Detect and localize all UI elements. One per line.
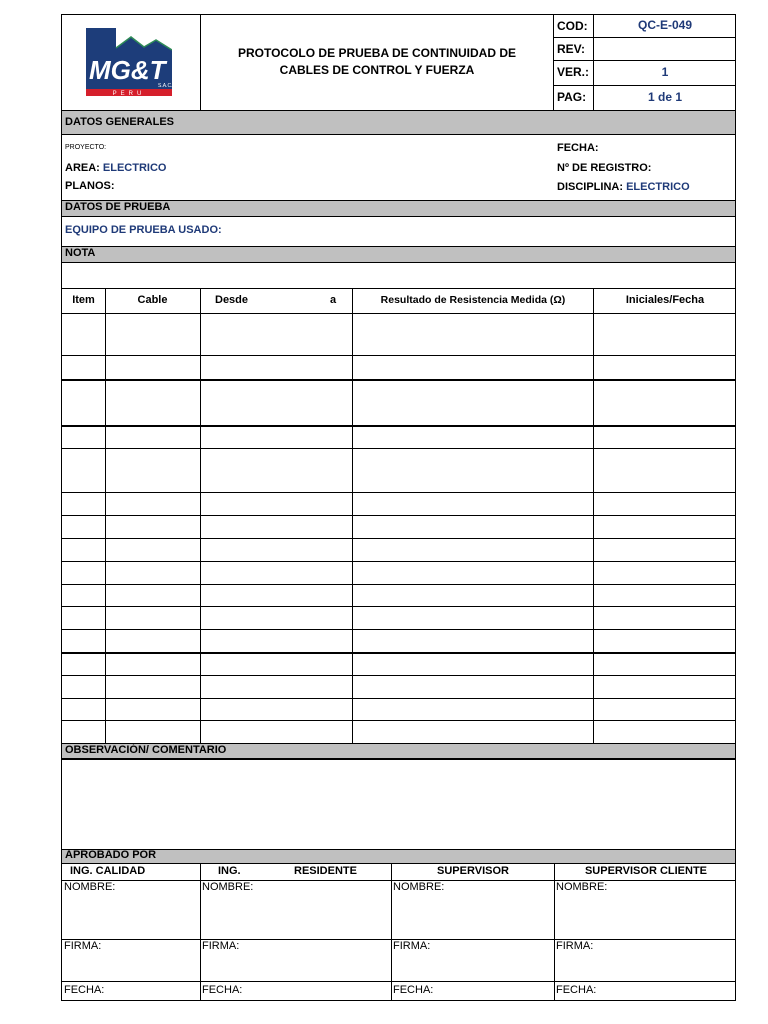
logo-text: MG&T xyxy=(89,55,166,85)
document-title xyxy=(201,45,553,79)
firma-label: FIRMA: xyxy=(393,940,431,952)
fecha-label: FECHA: xyxy=(557,142,599,154)
role-supervisor-cliente: SUPERVISOR CLIENTE xyxy=(584,865,708,877)
area-value: ELECTRICO xyxy=(102,162,167,174)
role-ing: ING. xyxy=(218,865,241,877)
fecha-sign-label: FECHA: xyxy=(556,984,597,996)
title-line-1: PROTOCOLO DE PRUEBA DE CONTINUIDAD DE xyxy=(237,46,516,60)
meta-rev-label: REV: xyxy=(557,42,586,56)
nombre-label: NOMBRE: xyxy=(556,881,608,893)
role-ing-calidad: ING. CALIDAD xyxy=(70,865,146,877)
meta-pag-label: PAG: xyxy=(557,90,587,104)
planos-label: PLANOS: xyxy=(65,180,115,192)
header-divider xyxy=(553,15,554,110)
inspection-form xyxy=(61,14,736,1001)
disciplina-value: ELECTRICO xyxy=(626,181,690,193)
meta-ver-value: 1 xyxy=(661,65,669,79)
meta-ver-label: VER.: xyxy=(557,65,590,79)
section-aprobado: APROBADO POR xyxy=(65,849,157,861)
proyecto-label: PROYECTO: xyxy=(65,144,107,151)
meta-cod-label: COD: xyxy=(557,19,588,33)
equipo-label: EQUIPO DE PRUEBA USADO: xyxy=(65,224,222,236)
col-resultado-header: Resultado de Resistencia Medida (Ω) xyxy=(380,294,566,306)
firma-label: FIRMA: xyxy=(556,940,594,952)
role-residente: RESIDENTE xyxy=(294,865,357,877)
role-supervisor: SUPERVISOR xyxy=(437,865,509,877)
firma-label: FIRMA: xyxy=(202,940,240,952)
section-datos-generales: DATOS GENERALES xyxy=(65,116,174,128)
disciplina-field xyxy=(557,181,690,193)
title-line-2: CABLES DE CONTROL Y FUERZA xyxy=(279,63,475,77)
disciplina-label: DISCIPLINA: xyxy=(557,181,623,193)
section-datos-prueba: DATOS DE PRUEBA xyxy=(65,201,171,213)
col-item-header: Item xyxy=(72,294,95,306)
company-logo xyxy=(86,28,172,100)
fecha-sign-label: FECHA: xyxy=(393,984,434,996)
logo-sub: PERU xyxy=(112,91,146,97)
section-nota: NOTA xyxy=(65,247,96,259)
col-desde-header: Desde xyxy=(215,294,249,306)
logo-sac: S.A.C. xyxy=(158,83,172,89)
col-iniciales-header: Iniciales/Fecha xyxy=(625,294,705,306)
meta-pag-value: 1 de 1 xyxy=(647,90,683,104)
col-cable-header: Cable xyxy=(137,294,168,306)
registro-label: Nº DE REGISTRO: xyxy=(557,162,652,174)
nombre-label: NOMBRE: xyxy=(202,881,254,893)
area-label: AREA: xyxy=(65,162,100,174)
firma-label: FIRMA: xyxy=(64,940,102,952)
section-observacion: OBSERVACIÓN/ COMENTARIO xyxy=(65,744,227,756)
col-a-header: a xyxy=(330,294,337,306)
fecha-sign-label: FECHA: xyxy=(64,984,105,996)
area-field xyxy=(65,162,166,174)
nombre-label: NOMBRE: xyxy=(64,881,116,893)
fecha-sign-label: FECHA: xyxy=(202,984,243,996)
nombre-label: NOMBRE: xyxy=(393,881,445,893)
meta-cod-value: QC-E-049 xyxy=(637,18,693,32)
